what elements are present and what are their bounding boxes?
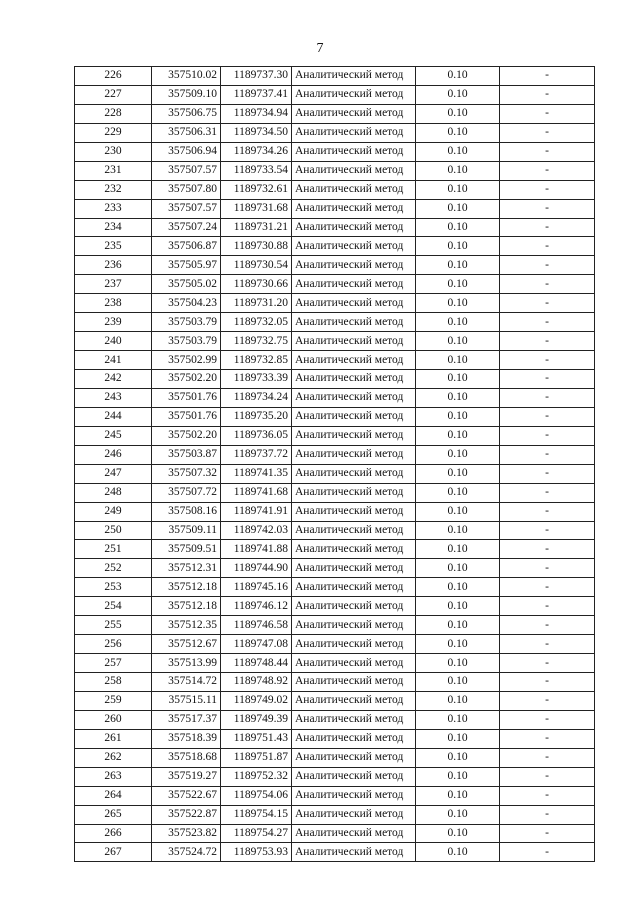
accuracy-cell: 0.10 [416,199,500,218]
coordinates-table-body [75,67,595,862]
y-coordinate-cell: 1189742.03 [221,521,292,540]
point-number-cell: 226 [75,67,152,86]
point-number-cell: 253 [75,578,152,597]
table-row [75,786,595,805]
method-cell: Аналитический метод [292,180,416,199]
table-row [75,445,595,464]
accuracy-cell: 0.10 [416,767,500,786]
x-coordinate-cell: 357512.67 [152,635,221,654]
extra-cell: - [500,559,595,578]
x-coordinate-cell: 357510.02 [152,67,221,86]
extra-cell: - [500,294,595,313]
extra-cell: - [500,654,595,673]
x-coordinate-cell: 357512.35 [152,616,221,635]
table-row [75,578,595,597]
accuracy-cell: 0.10 [416,180,500,199]
method-cell: Аналитический метод [292,767,416,786]
accuracy-cell: 0.10 [416,805,500,824]
table-row [75,654,595,673]
extra-cell: - [500,691,595,710]
y-coordinate-cell: 1189746.58 [221,616,292,635]
x-coordinate-cell: 357512.31 [152,559,221,578]
point-number-cell: 256 [75,635,152,654]
table-row [75,502,595,521]
accuracy-cell: 0.10 [416,104,500,123]
table-row [75,673,595,692]
method-cell: Аналитический метод [292,805,416,824]
extra-cell: - [500,597,595,616]
x-coordinate-cell: 357505.02 [152,275,221,294]
point-number-cell: 233 [75,199,152,218]
table-row [75,294,595,313]
extra-cell: - [500,824,595,843]
method-cell: Аналитический метод [292,313,416,332]
table-row [75,426,595,445]
y-coordinate-cell: 1189751.87 [221,748,292,767]
accuracy-cell: 0.10 [416,673,500,692]
y-coordinate-cell: 1189737.72 [221,445,292,464]
accuracy-cell: 0.10 [416,786,500,805]
x-coordinate-cell: 357513.99 [152,654,221,673]
point-number-cell: 250 [75,521,152,540]
y-coordinate-cell: 1189741.68 [221,483,292,502]
x-coordinate-cell: 357506.75 [152,104,221,123]
accuracy-cell: 0.10 [416,502,500,521]
y-coordinate-cell: 1189741.88 [221,540,292,559]
table-row [75,67,595,86]
method-cell: Аналитический метод [292,351,416,370]
x-coordinate-cell: 357515.11 [152,691,221,710]
y-coordinate-cell: 1189733.39 [221,370,292,389]
table-row [75,464,595,483]
extra-cell: - [500,218,595,237]
point-number-cell: 238 [75,294,152,313]
extra-cell: - [500,445,595,464]
method-cell: Аналитический метод [292,332,416,351]
method-cell: Аналитический метод [292,407,416,426]
table-row [75,142,595,161]
x-coordinate-cell: 357505.97 [152,256,221,275]
extra-cell: - [500,142,595,161]
method-cell: Аналитический метод [292,710,416,729]
accuracy-cell: 0.10 [416,332,500,351]
table-row [75,597,595,616]
extra-cell: - [500,805,595,824]
method-cell: Аналитический метод [292,521,416,540]
method-cell: Аналитический метод [292,275,416,294]
accuracy-cell: 0.10 [416,275,500,294]
accuracy-cell: 0.10 [416,843,500,862]
extra-cell: - [500,710,595,729]
method-cell: Аналитический метод [292,502,416,521]
x-coordinate-cell: 357507.32 [152,464,221,483]
point-number-cell: 257 [75,654,152,673]
accuracy-cell: 0.10 [416,729,500,748]
method-cell: Аналитический метод [292,673,416,692]
table-row [75,388,595,407]
point-number-cell: 249 [75,502,152,521]
accuracy-cell: 0.10 [416,445,500,464]
x-coordinate-cell: 357501.76 [152,407,221,426]
y-coordinate-cell: 1189732.05 [221,313,292,332]
accuracy-cell: 0.10 [416,67,500,86]
method-cell: Аналитический метод [292,218,416,237]
table-row [75,521,595,540]
x-coordinate-cell: 357519.27 [152,767,221,786]
extra-cell: - [500,370,595,389]
point-number-cell: 235 [75,237,152,256]
extra-cell: - [500,123,595,142]
method-cell: Аналитический метод [292,123,416,142]
accuracy-cell: 0.10 [416,123,500,142]
point-number-cell: 234 [75,218,152,237]
point-number-cell: 236 [75,256,152,275]
extra-cell: - [500,483,595,502]
point-number-cell: 232 [75,180,152,199]
point-number-cell: 227 [75,85,152,104]
table-row [75,559,595,578]
x-coordinate-cell: 357506.87 [152,237,221,256]
accuracy-cell: 0.10 [416,294,500,313]
table-row [75,729,595,748]
accuracy-cell: 0.10 [416,483,500,502]
extra-cell: - [500,407,595,426]
method-cell: Аналитический метод [292,464,416,483]
x-coordinate-cell: 357502.99 [152,351,221,370]
table-row [75,85,595,104]
y-coordinate-cell: 1189745.16 [221,578,292,597]
y-coordinate-cell: 1189751.43 [221,729,292,748]
point-number-cell: 263 [75,767,152,786]
point-number-cell: 248 [75,483,152,502]
x-coordinate-cell: 357503.79 [152,313,221,332]
y-coordinate-cell: 1189748.44 [221,654,292,673]
y-coordinate-cell: 1189736.05 [221,426,292,445]
table-row [75,332,595,351]
x-coordinate-cell: 357507.72 [152,483,221,502]
y-coordinate-cell: 1189749.02 [221,691,292,710]
table-row [75,767,595,786]
accuracy-cell: 0.10 [416,388,500,407]
extra-cell: - [500,635,595,654]
table-row [75,351,595,370]
method-cell: Аналитический метод [292,597,416,616]
page-number: 7 [316,41,324,56]
accuracy-cell: 0.10 [416,237,500,256]
accuracy-cell: 0.10 [416,85,500,104]
accuracy-cell: 0.10 [416,313,500,332]
y-coordinate-cell: 1189737.30 [221,67,292,86]
table-row [75,237,595,256]
extra-cell: - [500,729,595,748]
point-number-cell: 246 [75,445,152,464]
y-coordinate-cell: 1189732.61 [221,180,292,199]
table-row [75,256,595,275]
point-number-cell: 247 [75,464,152,483]
y-coordinate-cell: 1189730.66 [221,275,292,294]
x-coordinate-cell: 357508.16 [152,502,221,521]
method-cell: Аналитический метод [292,85,416,104]
accuracy-cell: 0.10 [416,540,500,559]
point-number-cell: 241 [75,351,152,370]
point-number-cell: 264 [75,786,152,805]
extra-cell: - [500,67,595,86]
point-number-cell: 245 [75,426,152,445]
x-coordinate-cell: 357523.82 [152,824,221,843]
extra-cell: - [500,521,595,540]
method-cell: Аналитический метод [292,748,416,767]
x-coordinate-cell: 357502.20 [152,426,221,445]
x-coordinate-cell: 357512.18 [152,597,221,616]
extra-cell: - [500,843,595,862]
point-number-cell: 260 [75,710,152,729]
x-coordinate-cell: 357507.24 [152,218,221,237]
y-coordinate-cell: 1189734.26 [221,142,292,161]
y-coordinate-cell: 1189749.39 [221,710,292,729]
x-coordinate-cell: 357503.87 [152,445,221,464]
accuracy-cell: 0.10 [416,351,500,370]
accuracy-cell: 0.10 [416,426,500,445]
x-coordinate-cell: 357509.10 [152,85,221,104]
extra-cell: - [500,464,595,483]
y-coordinate-cell: 1189754.27 [221,824,292,843]
y-coordinate-cell: 1189730.54 [221,256,292,275]
extra-cell: - [500,786,595,805]
table-row [75,843,595,862]
point-number-cell: 237 [75,275,152,294]
accuracy-cell: 0.10 [416,218,500,237]
point-number-cell: 244 [75,407,152,426]
y-coordinate-cell: 1189735.20 [221,407,292,426]
accuracy-cell: 0.10 [416,559,500,578]
x-coordinate-cell: 357524.72 [152,843,221,862]
x-coordinate-cell: 357509.11 [152,521,221,540]
accuracy-cell: 0.10 [416,142,500,161]
x-coordinate-cell: 357518.39 [152,729,221,748]
extra-cell: - [500,256,595,275]
method-cell: Аналитический метод [292,294,416,313]
method-cell: Аналитический метод [292,616,416,635]
y-coordinate-cell: 1189754.15 [221,805,292,824]
accuracy-cell: 0.10 [416,710,500,729]
y-coordinate-cell: 1189731.68 [221,199,292,218]
table-row [75,748,595,767]
x-coordinate-cell: 357507.57 [152,199,221,218]
extra-cell: - [500,767,595,786]
method-cell: Аналитический метод [292,237,416,256]
accuracy-cell: 0.10 [416,464,500,483]
point-number-cell: 258 [75,673,152,692]
point-number-cell: 267 [75,843,152,862]
y-coordinate-cell: 1189748.92 [221,673,292,692]
method-cell: Аналитический метод [292,426,416,445]
table-row [75,275,595,294]
table-row [75,161,595,180]
method-cell: Аналитический метод [292,654,416,673]
y-coordinate-cell: 1189732.75 [221,332,292,351]
point-number-cell: 228 [75,104,152,123]
accuracy-cell: 0.10 [416,597,500,616]
x-coordinate-cell: 357518.68 [152,748,221,767]
x-coordinate-cell: 357514.72 [152,673,221,692]
extra-cell: - [500,388,595,407]
method-cell: Аналитический метод [292,483,416,502]
x-coordinate-cell: 357506.31 [152,123,221,142]
method-cell: Аналитический метод [292,843,416,862]
accuracy-cell: 0.10 [416,616,500,635]
table-row [75,313,595,332]
table-row [75,123,595,142]
accuracy-cell: 0.10 [416,654,500,673]
accuracy-cell: 0.10 [416,578,500,597]
y-coordinate-cell: 1189746.12 [221,597,292,616]
y-coordinate-cell: 1189734.94 [221,104,292,123]
y-coordinate-cell: 1189753.93 [221,843,292,862]
point-number-cell: 242 [75,370,152,389]
method-cell: Аналитический метод [292,691,416,710]
x-coordinate-cell: 357507.80 [152,180,221,199]
accuracy-cell: 0.10 [416,748,500,767]
y-coordinate-cell: 1189737.41 [221,85,292,104]
y-coordinate-cell: 1189741.91 [221,502,292,521]
y-coordinate-cell: 1189747.08 [221,635,292,654]
extra-cell: - [500,180,595,199]
y-coordinate-cell: 1189731.21 [221,218,292,237]
point-number-cell: 255 [75,616,152,635]
method-cell: Аналитический метод [292,559,416,578]
table-row [75,199,595,218]
x-coordinate-cell: 357503.79 [152,332,221,351]
accuracy-cell: 0.10 [416,635,500,654]
extra-cell: - [500,332,595,351]
extra-cell: - [500,426,595,445]
table-row [75,635,595,654]
x-coordinate-cell: 357522.67 [152,786,221,805]
table-row [75,483,595,502]
x-coordinate-cell: 357509.51 [152,540,221,559]
method-cell: Аналитический метод [292,142,416,161]
method-cell: Аналитический метод [292,199,416,218]
x-coordinate-cell: 357501.76 [152,388,221,407]
method-cell: Аналитический метод [292,786,416,805]
method-cell: Аналитический метод [292,635,416,654]
accuracy-cell: 0.10 [416,256,500,275]
point-number-cell: 231 [75,161,152,180]
extra-cell: - [500,104,595,123]
y-coordinate-cell: 1189734.50 [221,123,292,142]
coordinates-table [74,66,595,862]
table-row [75,616,595,635]
x-coordinate-cell: 357517.37 [152,710,221,729]
point-number-cell: 251 [75,540,152,559]
method-cell: Аналитический метод [292,540,416,559]
extra-cell: - [500,161,595,180]
point-number-cell: 252 [75,559,152,578]
accuracy-cell: 0.10 [416,161,500,180]
point-number-cell: 243 [75,388,152,407]
table-row [75,370,595,389]
accuracy-cell: 0.10 [416,407,500,426]
method-cell: Аналитический метод [292,256,416,275]
accuracy-cell: 0.10 [416,521,500,540]
point-number-cell: 259 [75,691,152,710]
table-row [75,805,595,824]
table-row [75,104,595,123]
point-number-cell: 229 [75,123,152,142]
method-cell: Аналитический метод [292,729,416,748]
extra-cell: - [500,313,595,332]
extra-cell: - [500,85,595,104]
x-coordinate-cell: 357504.23 [152,294,221,313]
method-cell: Аналитический метод [292,578,416,597]
table-row [75,824,595,843]
table-row [75,407,595,426]
point-number-cell: 262 [75,748,152,767]
y-coordinate-cell: 1189732.85 [221,351,292,370]
method-cell: Аналитический метод [292,370,416,389]
y-coordinate-cell: 1189731.20 [221,294,292,313]
y-coordinate-cell: 1189752.32 [221,767,292,786]
point-number-cell: 266 [75,824,152,843]
accuracy-cell: 0.10 [416,691,500,710]
y-coordinate-cell: 1189730.88 [221,237,292,256]
table-row [75,218,595,237]
accuracy-cell: 0.10 [416,370,500,389]
point-number-cell: 265 [75,805,152,824]
table-row [75,540,595,559]
y-coordinate-cell: 1189734.24 [221,388,292,407]
y-coordinate-cell: 1189754.06 [221,786,292,805]
extra-cell: - [500,275,595,294]
table-row [75,691,595,710]
point-number-cell: 240 [75,332,152,351]
x-coordinate-cell: 357507.57 [152,161,221,180]
extra-cell: - [500,237,595,256]
x-coordinate-cell: 357506.94 [152,142,221,161]
table-row [75,180,595,199]
extra-cell: - [500,578,595,597]
y-coordinate-cell: 1189744.90 [221,559,292,578]
point-number-cell: 239 [75,313,152,332]
x-coordinate-cell: 357522.87 [152,805,221,824]
extra-cell: - [500,199,595,218]
y-coordinate-cell: 1189741.35 [221,464,292,483]
method-cell: Аналитический метод [292,104,416,123]
extra-cell: - [500,540,595,559]
y-coordinate-cell: 1189733.54 [221,161,292,180]
accuracy-cell: 0.10 [416,824,500,843]
extra-cell: - [500,748,595,767]
point-number-cell: 261 [75,729,152,748]
method-cell: Аналитический метод [292,388,416,407]
method-cell: Аналитический метод [292,824,416,843]
extra-cell: - [500,673,595,692]
table-row [75,710,595,729]
extra-cell: - [500,351,595,370]
method-cell: Аналитический метод [292,445,416,464]
method-cell: Аналитический метод [292,67,416,86]
point-number-cell: 254 [75,597,152,616]
extra-cell: - [500,616,595,635]
extra-cell: - [500,502,595,521]
x-coordinate-cell: 357512.18 [152,578,221,597]
point-number-cell: 230 [75,142,152,161]
x-coordinate-cell: 357502.20 [152,370,221,389]
method-cell: Аналитический метод [292,161,416,180]
